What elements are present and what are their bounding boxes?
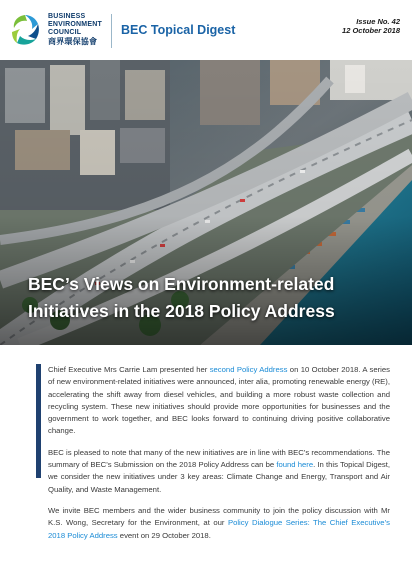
organization-name: BUSINESS ENVIRONMENT COUNCIL 商界環保協會: [48, 13, 102, 46]
paragraph-submission: BEC is pleased to note that many of the new initiatives are in line with BEC’s recommendations. The summary of BEC’s Submission on the 2018 Policy Address can be found here. In this Topical Digest, we consider the new initiatives under 3 key areas: Climate Change and Energy, Transport and Air Quality, and Waste Management.: [48, 447, 390, 494]
digest-title: BEC Topical Digest: [121, 23, 236, 37]
found-here-link[interactable]: found here: [276, 460, 314, 470]
issue-number: Issue No. 42: [356, 17, 400, 26]
header-divider: [111, 14, 112, 48]
document-header: [0, 0, 412, 60]
accent-bar: [36, 364, 41, 478]
policy-dialogue-series-link[interactable]: Policy Dialogue Series: The Chief Executive’s 2018 Policy Address: [48, 518, 390, 540]
article-body: [48, 364, 390, 551]
paragraph-invitation: We invite BEC members and the wider business community to join the policy discussion with Mr K.S. Wong, Secretary for the Environment, at our Policy Dialogue Series: The Chief Executive’s 2018 Policy Address event on 29 October 2018.: [48, 505, 390, 540]
issue-info: [342, 17, 400, 35]
bec-logo-icon: [7, 12, 43, 48]
hero-image: [0, 60, 412, 345]
hero-title: BEC’s Views on Environment-related Initiatives in the 2018 Policy Address: [28, 274, 335, 321]
issue-date: 12 October 2018: [342, 26, 400, 35]
paragraph-intro: Chief Executive Mrs Carrie Lam presented her second Policy Address on 10 October 2018. A series of new environment-related initiatives were announced, inter alia, promoting renewable energy (RE), accelerating the shift away from diesel vehicles, and building a more robust waste collection and recycling system. These new initiatives should provide more opportunities for businesses and the government to work together, and BEC looks forward to continuing driving positive collaborative change.: [48, 365, 390, 436]
second-policy-address-link[interactable]: second Policy Address: [209, 365, 288, 374]
